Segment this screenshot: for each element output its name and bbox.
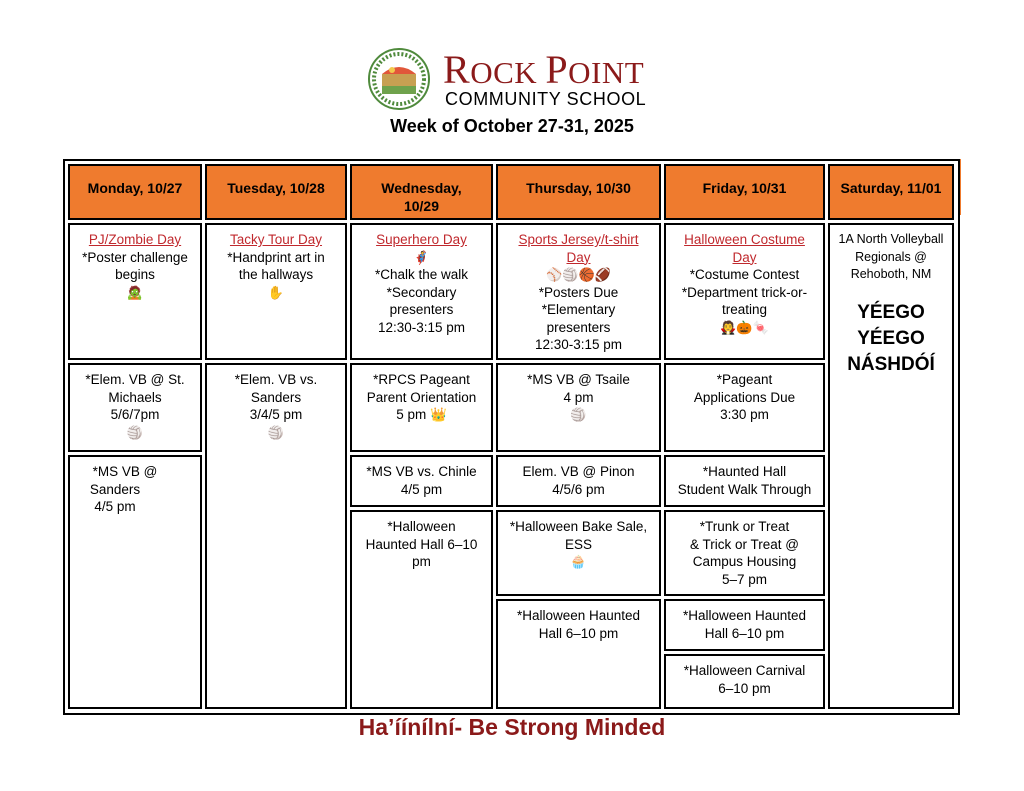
thursday-theme-link[interactable]: Day bbox=[566, 249, 591, 265]
header-thursday bbox=[496, 164, 661, 220]
thursday-theme-line: 12:30-3:15 pm bbox=[534, 337, 623, 352]
friday-event-cell bbox=[664, 363, 825, 452]
thursday-event-line: 4 pm bbox=[563, 389, 594, 405]
header-tuesday-label: Tuesday, 10/28 bbox=[227, 180, 325, 196]
thursday-theme-link[interactable]: Sports Jersey/t-shirt bbox=[518, 232, 639, 247]
monday-event-line: Michaels bbox=[108, 389, 162, 405]
friday-theme-link[interactable]: Day bbox=[732, 249, 757, 265]
wednesday-event-line: 4/5 pm bbox=[400, 481, 443, 497]
thursday-event-line: ESS bbox=[564, 536, 592, 552]
friday-theme-link[interactable]: Halloween Costume bbox=[684, 232, 805, 247]
wednesday-theme-link[interactable]: Superhero Day bbox=[376, 232, 467, 247]
tuesday-event-cell bbox=[205, 363, 347, 709]
friday-event-line: 5–7 pm bbox=[721, 571, 768, 587]
friday-event-cell bbox=[664, 599, 825, 651]
tuesday-theme-line: the hallways bbox=[238, 267, 314, 282]
wednesday-theme-line: *Secondary bbox=[386, 284, 457, 300]
monday-event-line: *MS VB @ bbox=[92, 464, 158, 479]
tuesday-event-line: 3/4/5 pm bbox=[249, 407, 303, 422]
wednesday-event-line: Parent Orientation bbox=[366, 389, 477, 405]
header-friday-label: Friday, 10/31 bbox=[702, 180, 787, 196]
friday-theme-line: treating bbox=[721, 302, 768, 317]
thursday-theme-cell bbox=[496, 223, 661, 360]
thursday-event-cell bbox=[496, 455, 661, 507]
monday-theme-line: begins bbox=[115, 267, 155, 282]
wednesday-theme-line: *Chalk the walk bbox=[374, 267, 469, 282]
superhero-icon: 🦸 bbox=[413, 249, 430, 265]
tuesday-event-line: *Elem. VB vs. bbox=[234, 372, 318, 387]
friday-theme-line: *Department trick-or- bbox=[681, 284, 808, 300]
saturday-cheer bbox=[833, 300, 949, 378]
header-saturday-label: Saturday, 11/01 bbox=[840, 180, 942, 196]
sports-balls-icon: ⚾🏐🏀🏈 bbox=[546, 267, 611, 282]
brand-initial: P bbox=[545, 47, 569, 92]
thursday-event-line: *Halloween Haunted bbox=[516, 608, 641, 623]
volleyball-icon: 🏐 bbox=[570, 407, 587, 422]
header-wednesday bbox=[350, 164, 493, 220]
monday-theme-cell bbox=[68, 223, 202, 360]
friday-event-line: 6–10 pm bbox=[718, 680, 771, 696]
saturday-line: 1A North Volleyball bbox=[838, 232, 944, 246]
wednesday-event-line: 5 pm bbox=[396, 407, 427, 422]
wednesday-theme-line: 12:30-3:15 pm bbox=[377, 319, 466, 335]
brand-initial-r: R bbox=[443, 47, 471, 92]
header-monday bbox=[68, 164, 202, 220]
friday-event-line: Hall 6–10 pm bbox=[704, 625, 785, 641]
zombie-icon: 🧟 bbox=[126, 284, 144, 300]
hand-icon: ✋ bbox=[267, 284, 285, 300]
thursday-theme-line: *Posters Due bbox=[538, 284, 619, 300]
monday-theme-line: *Poster challenge bbox=[82, 249, 188, 265]
school-seal-icon bbox=[368, 48, 430, 110]
volleyball-icon: 🏐 bbox=[126, 424, 144, 440]
friday-event-cell bbox=[664, 510, 825, 596]
thursday-theme-line: *Elementary bbox=[541, 302, 616, 317]
saturday-cheer-line: YÉEGO bbox=[857, 327, 925, 349]
tuesday-theme-line: *Handprint art in bbox=[227, 249, 325, 265]
friday-event-line: *Pageant bbox=[716, 372, 773, 387]
thursday-theme-line: presenters bbox=[546, 319, 611, 335]
halloween-icon: 🧛🎃🍬 bbox=[720, 319, 769, 335]
friday-event-line: Applications Due bbox=[693, 389, 796, 405]
wednesday-event-line: *MS VB vs. Chinle bbox=[366, 464, 477, 479]
wednesday-event-line: Haunted Hall 6–10 bbox=[365, 536, 478, 552]
thursday-event-cell bbox=[496, 510, 661, 596]
brand-text: OCK POINT bbox=[470, 47, 645, 92]
wednesday-event-line: *Halloween bbox=[387, 519, 456, 534]
cupcake-icon: 🧁 bbox=[570, 554, 587, 569]
saturday-cheer-line: YÉEGO bbox=[857, 301, 925, 323]
header-tuesday bbox=[205, 164, 347, 220]
thursday-event-line: *Halloween Bake Sale, bbox=[509, 519, 648, 534]
header-friday bbox=[664, 164, 825, 220]
monday-event-cell bbox=[68, 363, 202, 452]
header-thursday-label: Thursday, 10/30 bbox=[526, 180, 631, 196]
calendar-grid bbox=[63, 159, 960, 715]
friday-event-line: *Halloween Haunted bbox=[682, 608, 807, 623]
thursday-event-line: Hall 6–10 pm bbox=[538, 625, 619, 641]
friday-event-line: *Haunted Hall bbox=[702, 464, 787, 479]
saturday-cell bbox=[828, 223, 954, 709]
wednesday-event-time-row bbox=[355, 406, 488, 424]
thursday-event-cell bbox=[496, 599, 661, 709]
motto: Ha’íínílní- Be Strong Minded bbox=[358, 714, 666, 740]
friday-event-line: Campus Housing bbox=[692, 554, 797, 569]
tuesday-event-line: Sanders bbox=[250, 389, 302, 405]
saturday-cheer-line: NÁSHDÓÍ bbox=[847, 353, 935, 375]
monday-event-cell bbox=[68, 455, 202, 709]
monday-event-line: *Elem. VB @ St. bbox=[85, 372, 185, 387]
school-logo bbox=[368, 48, 658, 112]
friday-event-line: 3:30 pm bbox=[720, 407, 769, 422]
header-saturday bbox=[828, 164, 954, 220]
wednesday-event-cell bbox=[350, 455, 493, 507]
thursday-event-line: Elem. VB @ Pinon bbox=[522, 464, 635, 479]
monday-event-line: 5/6/7pm bbox=[110, 407, 160, 422]
brand-subtitle: COMMUNITY SCHOOL bbox=[445, 89, 647, 109]
wednesday-theme-cell bbox=[350, 223, 493, 360]
saturday-line: Rehoboth, NM bbox=[850, 267, 932, 281]
tuesday-theme-link[interactable]: Tacky Tour Day bbox=[229, 232, 323, 247]
friday-event-line: & Trick or Treat @ bbox=[690, 536, 799, 552]
volleyball-icon: 🏐 bbox=[267, 424, 285, 440]
thursday-event-line: *MS VB @ Tsaile bbox=[527, 372, 630, 387]
friday-event-line: Student Walk Through bbox=[677, 481, 812, 497]
friday-event-line: *Trunk or Treat bbox=[699, 519, 790, 534]
monday-theme-link[interactable]: PJ/Zombie Day bbox=[88, 232, 182, 247]
friday-event-line: *Halloween Carnival bbox=[683, 663, 806, 678]
wednesday-event-cell bbox=[350, 510, 493, 709]
friday-theme-line: *Costume Contest bbox=[689, 267, 800, 282]
friday-event-cell bbox=[664, 455, 825, 507]
tuesday-theme-cell bbox=[205, 223, 347, 360]
thursday-event-cell bbox=[496, 363, 661, 452]
brand-name bbox=[443, 47, 645, 92]
crown-icon: 👑 bbox=[429, 407, 447, 422]
monday-event-line: 4/5 pm bbox=[94, 499, 136, 514]
friday-event-cell bbox=[664, 654, 825, 709]
wednesday-theme-line: presenters bbox=[389, 302, 454, 317]
wednesday-event-line: pm bbox=[412, 554, 431, 569]
header-wednesday-date: 10/29 bbox=[403, 197, 440, 214]
thursday-event-line: 4/5/6 pm bbox=[552, 481, 605, 497]
friday-theme-cell bbox=[664, 223, 825, 360]
wednesday-event-cell bbox=[350, 363, 493, 452]
header-monday-label: Monday, 10/27 bbox=[87, 180, 183, 196]
week-title: Week of October 27-31, 2025 bbox=[390, 116, 634, 136]
wednesday-event-line: *RPCS Pageant bbox=[373, 372, 470, 387]
monday-event-line: Sanders bbox=[89, 481, 141, 497]
header-wednesday-label: Wednesday, bbox=[381, 180, 462, 196]
saturday-line: Regionals @ bbox=[855, 249, 927, 264]
